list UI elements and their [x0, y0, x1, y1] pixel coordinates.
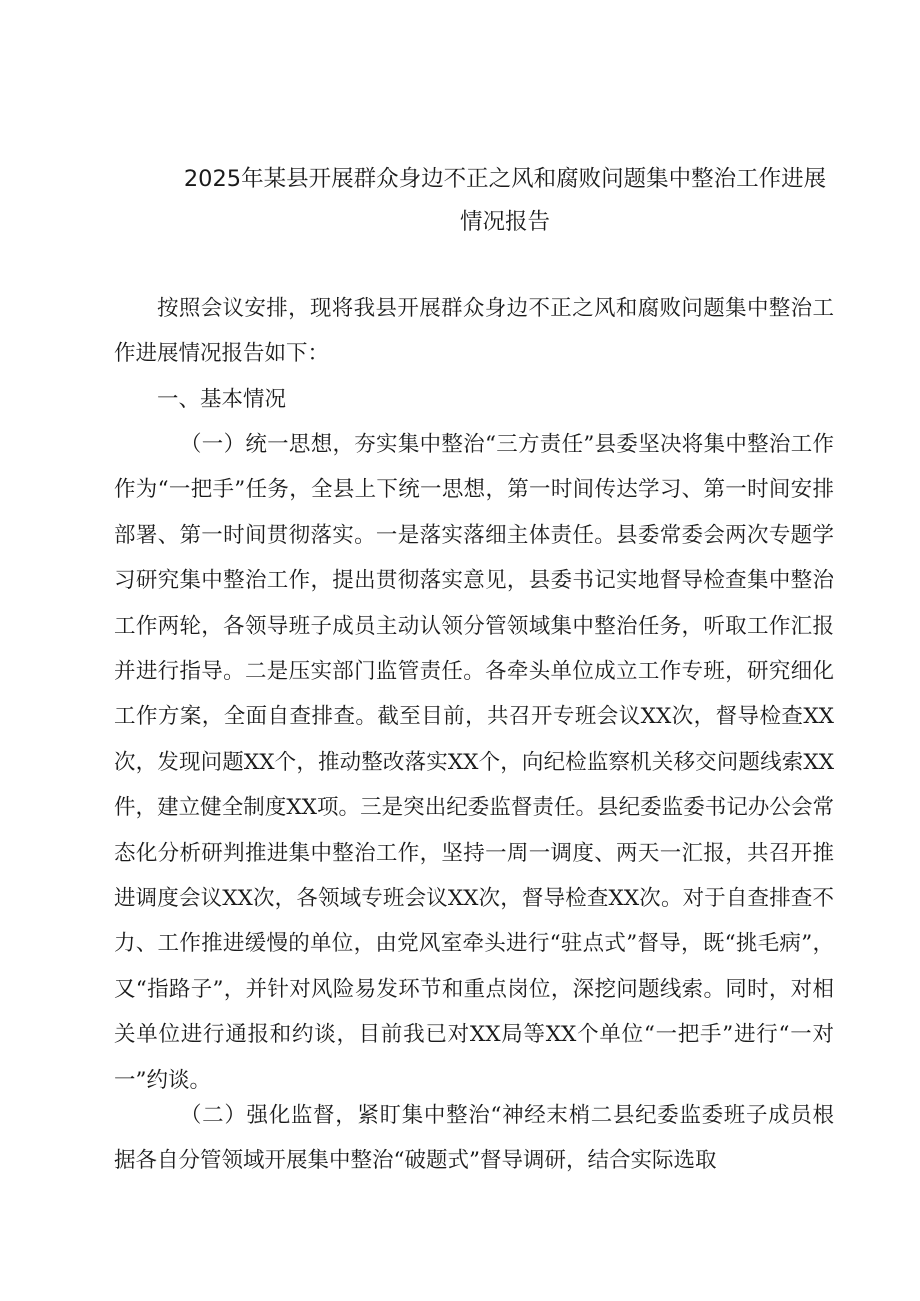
- section-1-paragraph: （一）统一思想，夯实集中整治“三方责任”县委坚决将集中整治工作作为“一把手”任务，全县上下统一思想，第一时间传达学习、第一时间安排部署、第一时间贯彻落实。一是落实落细主体责任。县委常委会两次专题学习研究集中整治工作，提出贯彻落实意见，县委书记实地督导检查集中整治工作两轮，各领导班子成员主动认领分管领域集中整治任务，听取工作汇报并进行指导。二是压实部门监管责任。各牵头单位成立工作专班，研究细化工作方案，全面自查排查。截至目前，共召开专班会议XX次，督导检查XX次，发现问题XX个，推动整改落实XX个，向纪检监察机关移交问题线索XX件，建立健全制度XX项。三是突出纪委监督责任。县纪委监委书记办公会常态化分析研判推进集中整治工作，坚持一周一调度、两天一汇报，共召开推进调度会议XX次，各领域专班会议XX次，督导检查XX次。对于自查排查不力、工作推进缓慢的单位，由党风室牵头进行“驻点式”督导，既“挑毛病”，又“指路子”，并针对风险易发环节和重点岗位，深挖问题线索。同时，对相关单位进行通报和约谈，目前我已对XX局等XX个单位“一把手”进行“一对一”约谈。: [114, 432, 834, 1093]
- intro-paragraph: 按照会议安排，现将我县开展群众身边不正之风和腐败问题集中整治工作进展情况报告如下：: [114, 296, 834, 367]
- section-heading-basic-situation: 一、基本情况: [157, 387, 287, 412]
- title-line-1: 2025年某县开展群众身边不正之风和腐败问题集中整治工作进展: [183, 166, 827, 192]
- section-2-paragraph: （二）强化监督，紧盯集中整治“神经末梢二县纪委监委班子成员根据各自分管领域开展集中整治“破题式”督导调研，结合实际选取: [114, 1103, 834, 1174]
- document-title: [165, 158, 845, 244]
- title-line-2: 情况报告: [459, 209, 550, 235]
